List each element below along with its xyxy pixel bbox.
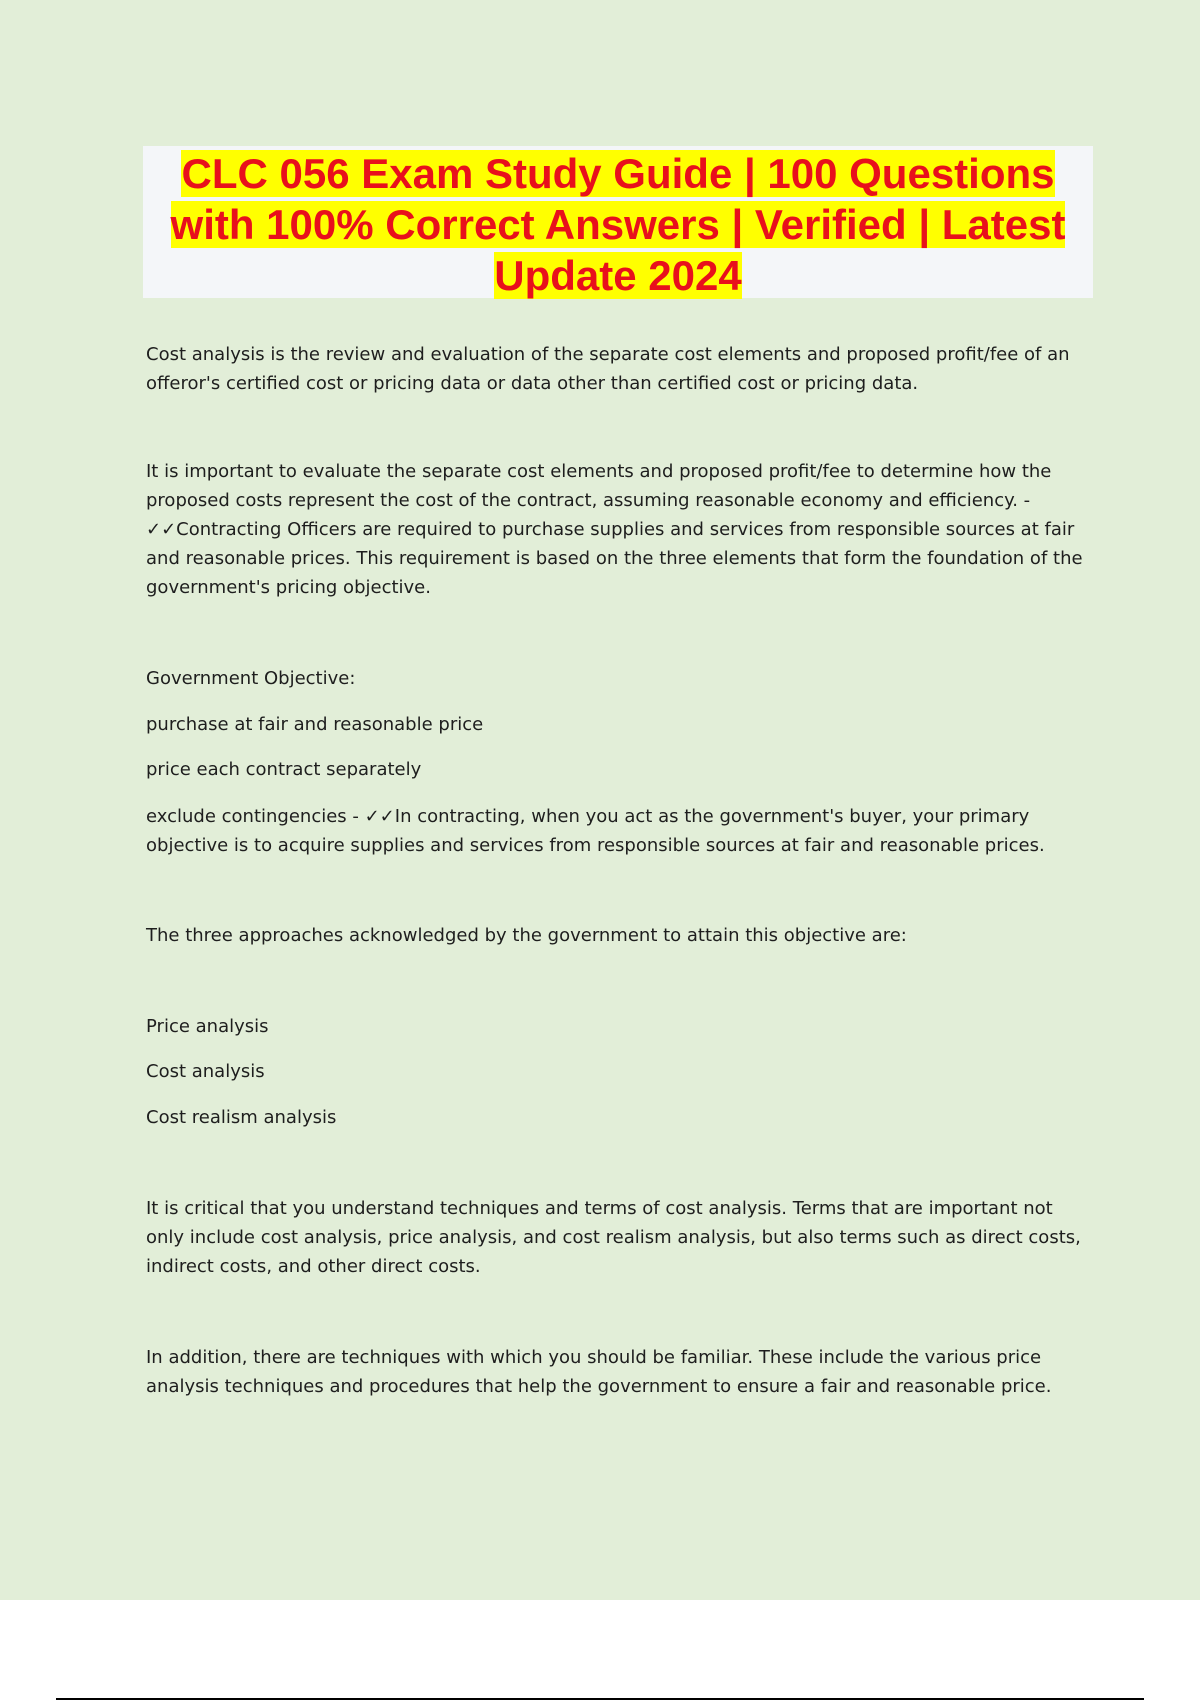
paragraph-critical-terms: It is critical that you understand techniques and terms of cost analysis. Terms that are important not only include cost analysis, price analysis, and cost realism analysis, but also terms such as direct costs, indirect costs, and other direct costs.: [146, 1198, 1081, 1277]
list-item-price-analysis: Price analysis: [146, 1016, 269, 1037]
list-item-cost-analysis: Cost analysis: [146, 1061, 265, 1082]
list-item-objective-2: price each contract separately: [146, 759, 422, 780]
document-title: CLC 056 Exam Study Guide | 100 Questions with 100% Correct Answers | Verified | Latest Update 2024: [170, 150, 1066, 299]
paragraph-importance: It is important to evaluate the separate cost elements and proposed profit/fee to determine how the proposed costs represent the cost of the contract, assuming reasonable economy and efficiency. - ✓✓Contracting Officers are required to purchase supplies and services from responsible sources at fair and reasonable prices. This requirement is based on the three elements that form the foundation of the government's pricing objective.: [146, 461, 1083, 598]
paragraph-government-objective: Government Objective:: [146, 668, 356, 689]
paragraph-three-approaches: The three approaches acknowledged by the government to attain this objective are:: [146, 925, 907, 946]
paragraph-cost-analysis-definition: Cost analysis is the review and evaluation of the separate cost elements and proposed profit/fee of an offeror's certified cost or pricing data or data other than certified cost or pricing data.: [146, 344, 1070, 394]
paragraph-techniques: In addition, there are techniques with which you should be familiar. These include the various price analysis techniques and procedures that help the government to ensure a fair and reasonable price.: [146, 1347, 1052, 1397]
list-item-objective-3: exclude contingencies - ✓✓In contracting, when you act as the government's buyer, your primary objective is to acquire supplies and services from responsible sources at fair and reasonable prices.: [146, 806, 1045, 856]
list-item-objective-1: purchase at fair and reasonable price: [146, 714, 484, 735]
document-body: [146, 340, 1096, 1401]
list-item-cost-realism-analysis: Cost realism analysis: [146, 1107, 337, 1128]
title-box: [143, 146, 1093, 298]
